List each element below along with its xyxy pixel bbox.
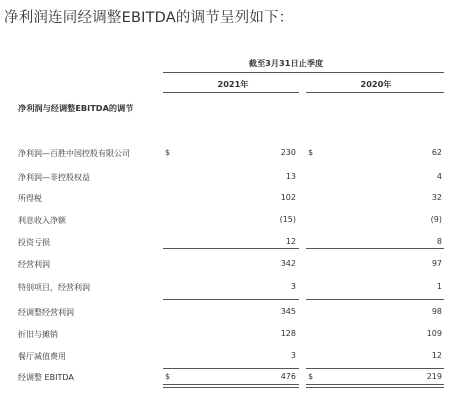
reconciliation-table bbox=[18, 52, 444, 392]
table-row bbox=[18, 215, 444, 229]
value-2020: 109 bbox=[426, 329, 442, 338]
page-heading: 净利润连同经调整EBITDA的调节呈列如下： bbox=[4, 10, 294, 26]
value-2021: 342 bbox=[280, 259, 296, 268]
row-label: 净利润—非控股权益 bbox=[18, 173, 90, 182]
row-label: 经调整经营利润 bbox=[18, 308, 74, 317]
table-row bbox=[18, 259, 444, 273]
subtotal-rule-2021 bbox=[163, 368, 299, 369]
value-2021: 102 bbox=[280, 193, 296, 202]
value-2020: 97 bbox=[431, 259, 442, 268]
column-header-2020: 2020年 bbox=[360, 79, 392, 89]
value-2021: 230 bbox=[280, 148, 296, 157]
table-row bbox=[18, 307, 444, 321]
section-title: 净利润与经调整EBITDA的调节 bbox=[18, 103, 134, 113]
value-2020: 4 bbox=[436, 172, 442, 181]
value-2020: 12 bbox=[431, 351, 442, 360]
row-label: 特别项目，经营利润 bbox=[18, 283, 90, 292]
table-row bbox=[18, 148, 444, 162]
value-2021: (15) bbox=[279, 215, 296, 224]
value-2021: 3 bbox=[290, 351, 296, 360]
table-row bbox=[18, 329, 444, 343]
row-label: 净利润—百胜中国控股有限公司 bbox=[18, 149, 130, 158]
row-label: 经调整 EBITDA bbox=[18, 373, 74, 382]
subtotal-rule-2020 bbox=[306, 368, 444, 369]
column-rule-2020 bbox=[306, 92, 444, 93]
table-row bbox=[18, 282, 444, 296]
value-2021: 13 bbox=[285, 172, 296, 181]
total-double-rule-2021 bbox=[163, 384, 299, 388]
row-label: 投资亏损 bbox=[18, 238, 50, 247]
value-2020: 98 bbox=[431, 307, 442, 316]
period-header: 截至3月31日止季度 bbox=[248, 58, 324, 68]
table-row bbox=[18, 193, 444, 207]
header-rule bbox=[163, 72, 444, 73]
row-label: 经营利润 bbox=[18, 260, 50, 269]
value-2020: 62 bbox=[431, 148, 442, 157]
currency-2020: $ bbox=[308, 148, 314, 157]
currency-2021: $ bbox=[165, 148, 171, 157]
subtotal-rule-2021 bbox=[163, 248, 299, 249]
row-label: 折旧与摊销 bbox=[18, 330, 58, 339]
total-double-rule-2020 bbox=[306, 384, 444, 388]
value-2021: 128 bbox=[280, 329, 296, 338]
value-2021: 345 bbox=[280, 307, 296, 316]
value-2020: 219 bbox=[426, 372, 442, 381]
subtotal-rule-2020 bbox=[306, 248, 444, 249]
value-2020: 32 bbox=[431, 193, 442, 202]
table-row bbox=[18, 172, 444, 186]
row-label: 餐厅减值费用 bbox=[18, 352, 66, 361]
currency-2020: $ bbox=[308, 372, 314, 381]
value-2020: 1 bbox=[436, 282, 442, 291]
value-2020: (9) bbox=[430, 215, 442, 224]
value-2021: 3 bbox=[290, 282, 296, 291]
column-rule-2021 bbox=[163, 92, 299, 93]
value-2021: 12 bbox=[285, 237, 296, 246]
row-label: 利息收入净额 bbox=[18, 216, 66, 225]
subtotal-rule-2021 bbox=[163, 299, 299, 300]
column-header-2021: 2021年 bbox=[217, 79, 249, 89]
row-label: 所得税 bbox=[18, 194, 42, 203]
table-row bbox=[18, 351, 444, 365]
subtotal-rule-2020 bbox=[306, 299, 444, 300]
currency-2021: $ bbox=[165, 372, 171, 381]
value-2020: 8 bbox=[436, 237, 442, 246]
value-2021: 476 bbox=[280, 372, 296, 381]
